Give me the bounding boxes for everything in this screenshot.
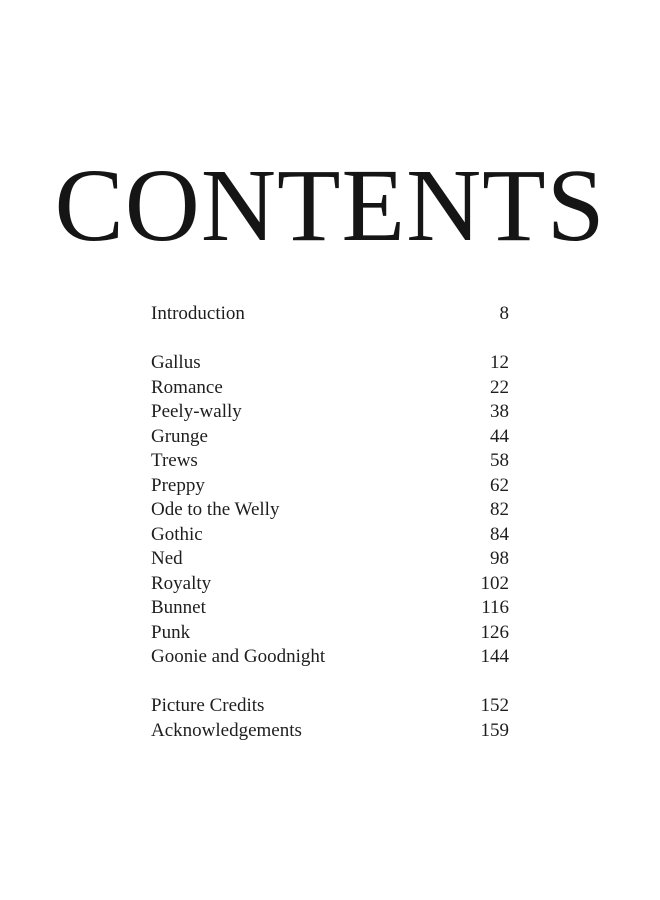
toc-entry-page: 58 (490, 450, 509, 471)
table-of-contents (151, 302, 509, 768)
toc-entry[interactable] (151, 498, 509, 523)
toc-group-back-matter (151, 694, 509, 743)
toc-entry[interactable] (151, 645, 509, 670)
toc-entry-label: Introduction (151, 303, 245, 324)
toc-entry[interactable] (151, 596, 509, 621)
toc-entry-label: Royalty (151, 572, 212, 594)
toc-entry-label: Goonie and Goodnight (151, 646, 326, 667)
toc-entry-page: 38 (490, 401, 509, 422)
toc-entry[interactable] (151, 547, 509, 572)
toc-entry[interactable] (151, 449, 509, 474)
toc-entry-label: Grunge (151, 425, 208, 447)
toc-entry[interactable] (151, 474, 509, 499)
toc-entry-label: Acknowledgements (151, 719, 302, 741)
toc-entry-page: 82 (490, 499, 509, 520)
toc-group-front-matter (151, 302, 509, 327)
toc-entry-label: Gallus (151, 352, 201, 373)
toc-entry[interactable] (151, 302, 509, 327)
toc-entry-page: 84 (490, 523, 509, 545)
toc-entry[interactable] (151, 719, 509, 744)
toc-entry-page: 22 (490, 376, 509, 398)
toc-entry-page: 159 (480, 719, 509, 741)
toc-entry-page: 8 (499, 303, 509, 324)
toc-entry-page: 144 (480, 646, 509, 667)
toc-entry-label: Bunnet (151, 597, 206, 618)
toc-entry-label: Romance (151, 376, 223, 398)
toc-entry-label: Trews (151, 450, 198, 471)
toc-entry-label: Peely-wally (151, 401, 242, 422)
toc-entry-label: Picture Credits (151, 695, 265, 716)
toc-entry-page: 12 (490, 352, 509, 373)
toc-entry[interactable] (151, 572, 509, 597)
toc-entry[interactable] (151, 351, 509, 376)
toc-entry-page: 102 (480, 572, 509, 594)
toc-entry-label: Preppy (151, 474, 205, 496)
toc-entry[interactable] (151, 376, 509, 401)
toc-entry-page: 44 (490, 425, 509, 447)
toc-entry-page: 152 (480, 695, 509, 716)
toc-entry[interactable] (151, 523, 509, 548)
toc-entry[interactable] (151, 400, 509, 425)
toc-entry-page: 116 (481, 597, 509, 618)
toc-group-chapters (151, 351, 509, 670)
toc-entry-page: 98 (490, 548, 509, 569)
toc-entry-label: Punk (151, 621, 191, 643)
toc-entry[interactable] (151, 425, 509, 450)
toc-entry-label: Gothic (151, 523, 203, 545)
toc-entry-page: 126 (480, 621, 509, 643)
toc-entry[interactable] (151, 694, 509, 719)
toc-entry-page: 62 (490, 474, 509, 496)
toc-entry-label: Ode to the Welly (151, 499, 280, 520)
toc-entry[interactable] (151, 621, 509, 646)
toc-entry-label: Ned (151, 548, 183, 569)
page-title: CONTENTS (54, 148, 606, 263)
